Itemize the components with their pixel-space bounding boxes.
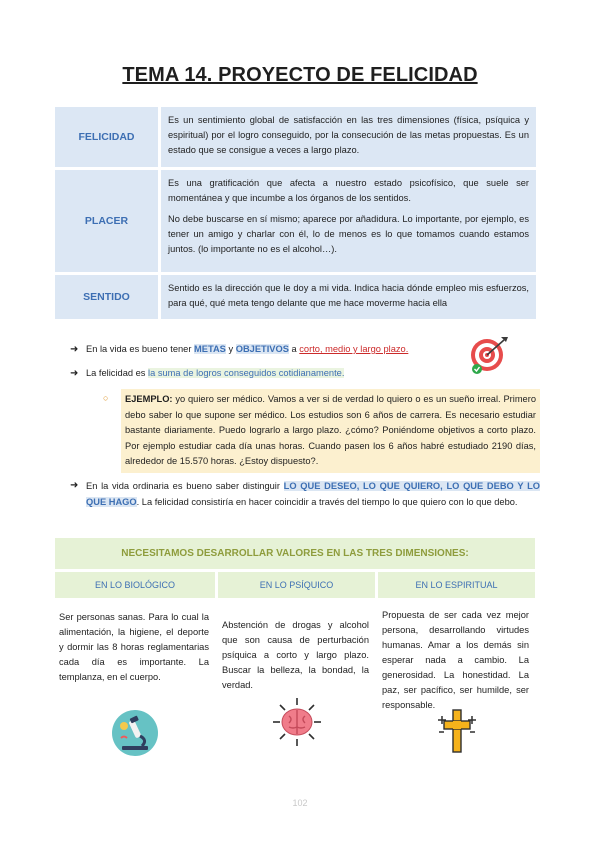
column-text: Abstención de drogas y alcohol que son causa de perturbación psíquica a corto y largo plazo. Buscar la belleza, la bondad, la verdad. [222, 620, 369, 690]
values-column-psiquico [215, 569, 375, 788]
definition-term: FELICIDAD [55, 107, 158, 167]
circle-bullet-icon: ○ [103, 393, 109, 403]
example-text: yo quiero ser médico. Vamos a ver si de verdad lo quiero o es un sueño irreal. Primero debo saber lo que supone ser médico. Los estudios son 6 años de carrera. Es necesario estudiar bastante diariamente. Puedo lograrlo a largo plazo. ¿cómo? Poniéndome objetivos a corto plazo. Por ejemplo estudiar cada día unas horas. Cuando pasen los 6 años habré estudiado 2190 días, alrededor de 15.570 horas. ¿Estoy dispuesto?. [125, 394, 536, 467]
definition-row-placer [55, 170, 536, 272]
definition-text [161, 107, 536, 167]
column-text: Ser personas sanas. Para lo cual la alimentación, la higiene, el deporte y dormir las 8 horas reglamentarias cada día es importante. La templanza, en el cuerpo. [59, 612, 209, 682]
values-header: NECESITAMOS DESARROLLAR VALORES EN LAS TRES DIMENSIONES: [55, 538, 535, 569]
example-label: EJEMPLO: [125, 394, 173, 404]
definition-paragraph: Es un sentimiento global de satisfacción en las tres dimensiones (física, psíquica y espiritual) por el logro conseguido, por la consecución de las metas propuestas. Es un estado que se consigue a veces a largo plazo. [168, 115, 529, 155]
definition-text [161, 275, 536, 319]
plazo-link: corto, medio y largo plazo. [299, 344, 409, 354]
column-title: EN LO ESPIRITUAL [378, 572, 535, 598]
values-table [55, 538, 535, 788]
deseo-highlight: LO QUE DESEO, LO QUE QUIERO, LO QUE DEBO Y LO QUE HAGO [86, 481, 540, 507]
logros-highlight: la suma de logros conseguidos cotidianamente. [148, 368, 345, 378]
page-number: 102 [292, 798, 308, 808]
bullet-metas: ➜ En la vida es bueno tener METAS y OBJETIVOS a corto, medio y largo plazo. [70, 344, 409, 355]
definition-paragraph: No debe buscarse en sí mismo; aparece por añadidura. Lo importante, por ejemplo, es tener un amigo y charlar con él, lo de menos es lo que tomamos cuando estamos juntos. (lo importante no es el alcohol…). [168, 214, 529, 254]
bullet-distinguir: ➜ En la vida ordinaria es bueno saber distinguir LO QUE DESEO, LO QUE QUIERO, LO QUE DEBO Y LO QUE HAGO. La felicidad consistiría en hacer coincidir a través del tiempo lo que quiero con lo que debo. [70, 478, 540, 510]
bullet-felicidad: ➜ La felicidad es la suma de logros conseguidos cotidianamente. [70, 368, 345, 379]
target-icon [468, 334, 510, 376]
definition-paragraph: Es una gratificación que afecta a nuestro estado psicofísico, que suele ser momentánea y que incumbe a los órganos de los sentidos. [168, 178, 529, 203]
definition-paragraph: Sentido es la dirección que le doy a mi vida. Indica hacia dónde empleo mis esfuerzos, para qué, qué meta tengo delante que me hace moverme hacia ella [168, 283, 529, 308]
definition-text [161, 170, 536, 272]
definition-term: SENTIDO [55, 275, 158, 319]
objetivos-highlight: OBJETIVOS [235, 344, 289, 354]
values-column-espiritual [375, 569, 535, 788]
column-title: EN LO BIOLÓGICO [55, 572, 215, 598]
arrow-icon: ➜ [70, 368, 79, 379]
example-box [121, 389, 540, 473]
arrow-icon: ➜ [70, 480, 79, 491]
cross-icon [434, 706, 480, 756]
definition-row-felicidad [55, 107, 536, 167]
definition-row-sentido [55, 275, 536, 319]
brain-icon [271, 696, 323, 748]
column-title: EN LO PSÍQUICO [218, 572, 375, 598]
column-text: Propuesta de ser cada vez mejor persona, desarrollando virtudes humanas. Amar a los demás sin esperar nada a cambio. La generosidad. La honestidad. La paz, ser pacífico, ser humilde, ser responsable. [382, 610, 529, 710]
page-title: TEMA 14. PROYECTO DE FELICIDAD [122, 64, 478, 86]
definitions-table [55, 107, 536, 322]
values-column-biologico [55, 569, 215, 788]
arrow-icon: ➜ [70, 344, 79, 355]
metas-highlight: METAS [194, 344, 226, 354]
microscope-icon [110, 708, 160, 758]
definition-term: PLACER [55, 170, 158, 272]
